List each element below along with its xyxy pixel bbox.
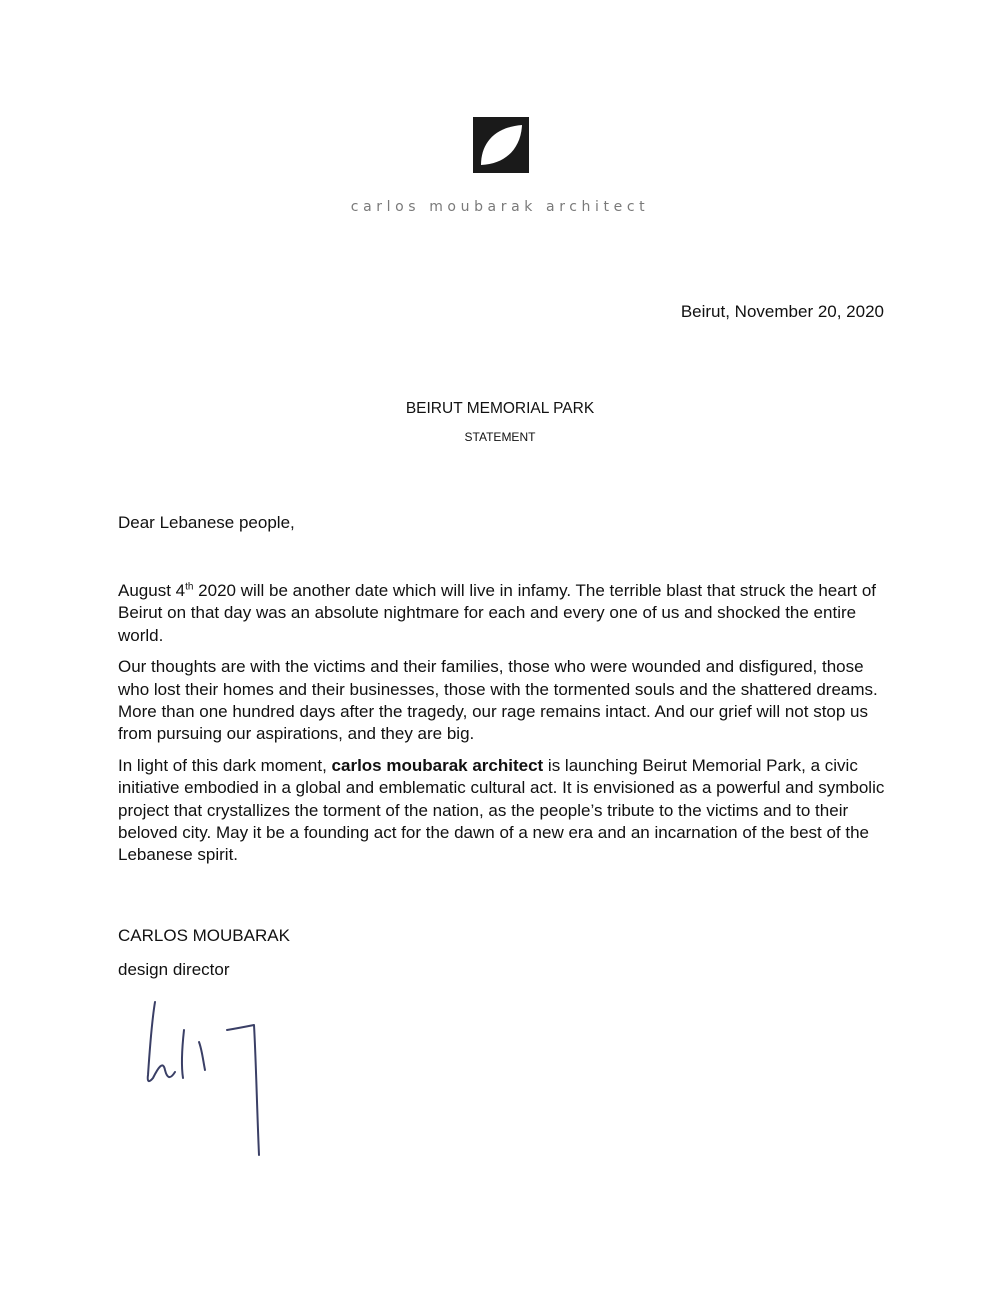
handwritten-signature: [132, 990, 282, 1170]
company-name: carlos moubarak architect: [350, 199, 650, 215]
paragraph-1-rest: 2020 will be another date which will live in infamy. The terrible blast that struck the heart of Beirut on that day was an absolute nightmare for each and every one of us and shocked the entire world.: [118, 581, 877, 645]
document-subtitle: STATEMENT: [464, 430, 536, 444]
paragraph-1-lead: August 4: [118, 581, 186, 600]
document-title: BEIRUT MEMORIAL PARK: [405, 400, 595, 417]
ordinal-suffix: th: [185, 581, 194, 593]
paragraph-3-rest: is launching Beirut Memorial Park, a civic initiative embodied in a global and emblematic cultural act. It is envisioned as a powerful and symbolic project that crystallizes the torment of the nation, as the people’s tribute to the victims and to their beloved city. May it be a founding act for the dawn of a new era and an incarnation of the best of the Lebanese spirit.: [118, 755, 885, 865]
paragraph-1: [118, 580, 893, 647]
paragraph-2: Our thoughts are with the victims and their families, those who were wounded and disfigured, those who lost their homes and their businesses, those with the tormented souls and the shattered dreams. More than one hundred days after the tragedy, our rage remains intact. And our grief will not stop us from pursuing our aspirations, and they are big.: [118, 657, 878, 744]
paragraph-3-lead: In light of this dark moment,: [118, 755, 332, 775]
company-logo-icon: [473, 117, 529, 173]
letter-body: [118, 580, 893, 876]
company-name-emphasis: carlos moubarak architect: [331, 755, 544, 775]
paragraph-3: [118, 755, 893, 867]
signatory-role: design director: [118, 960, 230, 979]
letter-date: Beirut, November 20, 2020: [680, 302, 884, 321]
signatory-name: CARLOS MOUBARAK: [118, 926, 290, 945]
salutation: Dear Lebanese people,: [118, 513, 295, 532]
